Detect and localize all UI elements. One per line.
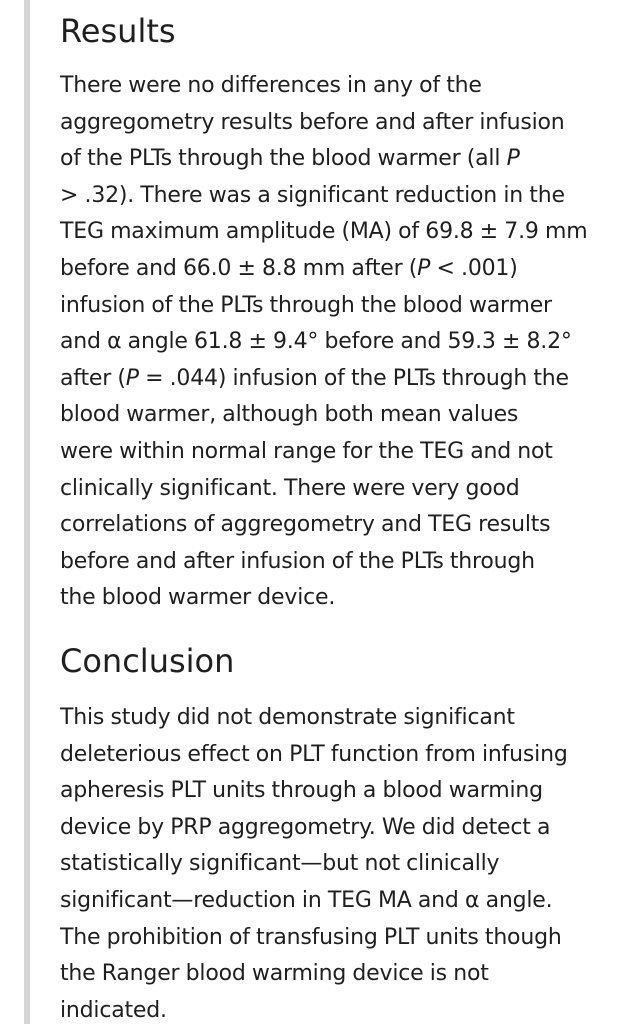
text-run: of the PLTs through the blood warmer (all [60,146,507,172]
text-line: statistically significant—but not clinically [60,851,500,877]
text-line: TEG maximum amplitude (MA) of 69.8 ± 7.9 mm [60,219,588,245]
text-line: and α angle 61.8 ± 9.4° before and 59.3 ± 8.2° [60,329,572,355]
text-line: deleterious effect on PLT function from infusing [60,741,568,767]
text-line: aggregometry results before and after infusion [60,109,565,135]
text-run: after ( [60,365,126,391]
text-line: significant—reduction in TEG MA and α angle. [60,887,553,913]
text-line: infusion of the PLTs through the blood warmer [60,292,552,318]
text-line: were within normal range for the TEG and not [60,438,553,464]
text-line: The prohibition of transfusing PLT units though [60,924,562,950]
p-value-symbol: P [417,255,431,281]
text-line: clinically significant. There were very good [60,475,520,501]
text-run: = .044) infusion of the PLTs through the [138,365,569,391]
conclusion-paragraph [60,700,622,1024]
text-line: indicated. [60,997,167,1023]
p-value-symbol: P [506,146,520,172]
text-line [60,361,622,398]
text-line: blood warmer, although both mean values [60,402,519,428]
text-line: before and after infusion of the PLTs through [60,548,535,574]
text-line: There were no differences in any of the [60,73,482,98]
text-line: the blood warmer device. [60,585,336,611]
text-line: the Ranger blood warming device is not [60,961,489,987]
text-line [60,141,622,178]
text-line: > .32). There was a significant reduction in the [60,182,565,208]
text-line: This study did not demonstrate significant [60,705,515,730]
text-run: < .001) [430,255,518,281]
left-margin-rule [24,0,30,1024]
text-line: apheresis PLT units through a blood warming [60,778,543,804]
conclusion-heading: Conclusion [60,642,235,680]
results-heading: Results [60,12,176,50]
text-line: correlations of aggregometry and TEG results [60,512,551,538]
p-value-symbol: P [125,365,139,391]
text-run: before and 66.0 ± 8.8 mm after ( [60,255,418,281]
text-line: device by PRP aggregometry. We did detect a [60,814,551,840]
text-line [60,251,622,288]
results-paragraph [60,68,622,617]
